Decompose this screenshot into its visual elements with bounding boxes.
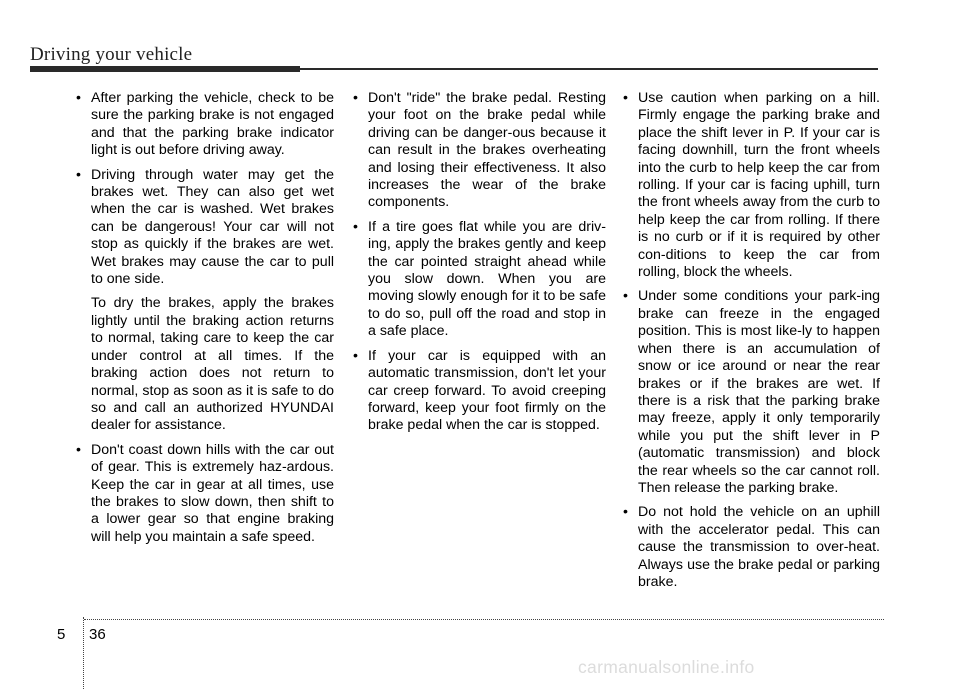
footer-vertical-rule [83, 617, 85, 689]
bullet-text: Don't "ride" the brake pedal. Resting your foot on the brake pedal while driving can be danger-ous because it can result in the brakes overheating and losing their effectiveness. It also increases the wear of the brake components. [368, 90, 606, 211]
bullet-glyph: • [76, 441, 81, 458]
page-number: 36 [89, 626, 106, 643]
bullet-text: If a tire goes flat while you are driv-ing, apply the brakes gently and keep the car pointed straight ahead while you slow down. When you are moving slowly enough for it to be safe to do so, pull off the road and stop in a safe place. [368, 218, 606, 340]
bullet-item [76, 442, 334, 546]
bullet-glyph: • [623, 90, 628, 106]
bullet-item [623, 90, 880, 281]
bullet-item [623, 288, 880, 497]
bullet-text: Use caution when parking on a hill. Firmly engage the parking brake and place the shift lever in P. If your car is facing downhill, turn the front wheels into the curb to help keep the car from rolling. If your car is facing uphill, turn the front wheels away from the curb to help keep the car from rolling. If there is no curb or if it is required by other con-ditions to keep the car from rolling, block the wheels. [638, 90, 880, 281]
bullet-glyph: • [623, 288, 628, 305]
bullet-item [76, 90, 334, 160]
bullet-glyph: • [76, 166, 81, 183]
bullet-glyph: • [623, 504, 628, 521]
footer-horizontal-rule [84, 619, 884, 620]
header-rule-thin [300, 68, 878, 70]
bullet-item [623, 504, 880, 591]
bullet-glyph: • [76, 90, 81, 106]
watermark-text: carmanualsonline.info [578, 657, 755, 677]
indented-paragraph: To dry the brakes, apply the brakes lightly until the braking action returns to normal, taking care to keep the car under control at all times. If the braking action does not return to normal, stop as soon as it is safe to do so and call an authorized HYUNDAI dealer for assistance. [91, 295, 334, 434]
bullet-glyph: • [353, 347, 358, 364]
bullet-text: After parking the vehicle, check to be sure the parking brake is not engaged and that the parking brake indicator light is out before driving away. [91, 90, 334, 159]
bullet-text: Under some conditions your park-ing brake can freeze in the engaged position. This is most like-ly to happen when there is an accumulation of snow or ice around or near the rear brakes or if the brakes are wet. If there is a risk that the parking brake may freeze, apply it only temporarily while you put the shift lever in P (automatic transmission) and block the rear wheels so the car cannot roll. Then release the parking brake. [638, 288, 880, 496]
bullet-glyph: • [353, 218, 358, 235]
text-column-3 [623, 90, 880, 598]
bullet-text: Driving through water may get the brakes wet. They can also get wet when the car is washed. Wet brakes can be dangerous! Your car will not stop as quickly if the brakes are wet. Wet brakes may cause the car to pull to one side. [91, 166, 334, 288]
header-rule-thick [30, 66, 300, 72]
bullet-item [353, 90, 606, 212]
page-header-title: Driving your vehicle [30, 44, 193, 65]
bullet-item [76, 167, 334, 289]
bullet-text: If your car is equipped with an automatic transmission, don't let your car creep forward. To avoid creeping forward, keep your foot firmly on the brake pedal when the car is stopped. [368, 347, 606, 434]
bullet-glyph: • [353, 90, 358, 106]
bullet-text: Do not hold the vehicle on an uphill with the accelerator pedal. This can cause the transmission to over-heat. Always use the brake pedal or parking brake. [638, 504, 880, 590]
bullet-item [353, 219, 606, 341]
bullet-text: Don't coast down hills with the car out of gear. This is extremely haz-ardous. Keep the car in gear at all times, use the brakes to slow down, then shift to a lower gear so that engine braking will help you maintain a safe speed. [91, 441, 334, 545]
text-column-2 [353, 90, 606, 442]
chapter-number: 5 [57, 626, 66, 643]
bullet-item [353, 348, 606, 435]
text-column-1 [76, 90, 334, 553]
